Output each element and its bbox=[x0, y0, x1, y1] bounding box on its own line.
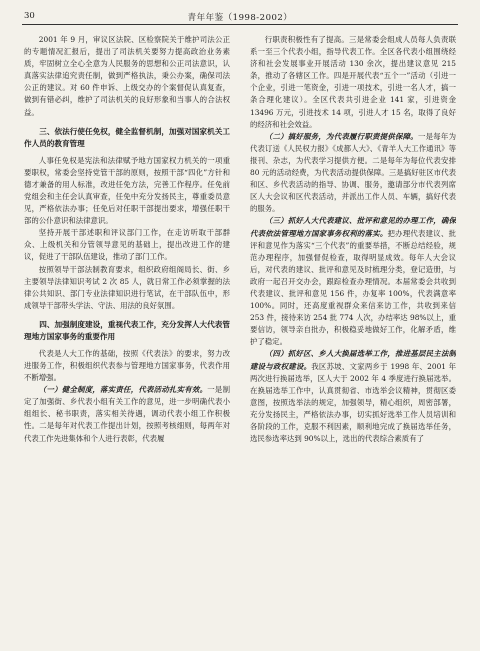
subsection-body: 我区苏坡、文家两乡于 1998 年、2001 年两次进行换届选举，区人大于 2002 年 4 季度进行换届选举。在换届选举工作中，认真贯彻省、市选举会议精神，贯彻区委意图，按照选举法的规定，加强领导，精心组织，周密部署，充分发扬民主，严格依法办事，切实抓好选举工作人员培训和各阶段的工作，克服不利因素，顺利地完成了换届选举任务，选民参选率达到 90%以上，选出的代表综合素质有了 bbox=[250, 361, 456, 444]
subsection-paragraph bbox=[250, 348, 456, 445]
paragraph: 人事任免权是宪法和法律赋予地方国家权力机关的一项重要职权，常委会坚持党管干部的原则，按照干部“四化”方针和德才兼备的用人标准，改进任免方法，完善工作程序。任免前党组会和主任会认真审查，任免中充分发扬民主，尊重委员意见，严格依法办事；任免后对任职干部提出要求，增强任职干部的公仆意识和法律意识。 bbox=[24, 155, 230, 226]
paragraph: 按照领导干部法制教育要求，组织政府组阁局长、街、乡主要领导法律知识考试 2 次 85 人，就日常工作必须掌握的法律公共知识、部门专业法律知识进行笔试，在干部队伍中，形成领导干部带头学法、守法、用法的良好氛围。 bbox=[24, 264, 230, 310]
subsection-lead: （二）搞好服务，为代表履行职责提供保障。 bbox=[264, 131, 418, 141]
subsection-paragraph bbox=[250, 215, 456, 348]
paragraph: 2001 年 9 月，审议区法院、区检察院关于维护司法公正的专题情况汇报后，提出了司法机关要努力提高政治业务素质，牢固树立全心全意为人民服务的思想和公正司法意识，认真落实法律追究责任制，做到严格执法，秉公办案，确保司法公正的建议。对 60 件申诉、上级交办的个案督促认真复查，做到有错必纠，维护了司法机关的良好形象和当事人的合法权益。 bbox=[24, 35, 230, 117]
page-number: 30 bbox=[24, 11, 35, 21]
subsection-lead: （一）健全制度，落实责任，代表活动扎实有效。 bbox=[38, 385, 208, 395]
paragraph: 代表是人大工作的基础，按照《代表法》的要求，努力改进服务工作，积极组织代表参与管理地方国家事务，代表作用不断增强。 bbox=[24, 348, 230, 383]
page-header bbox=[22, 8, 458, 25]
running-title: 青年年鉴（1998-2002） bbox=[187, 13, 293, 23]
subsection-paragraph bbox=[250, 131, 456, 216]
right-column bbox=[250, 34, 456, 640]
subsection-body: 一是每年为代表订送《人民权力报》《成都人大》、《青羊人大工作通讯》等报刊、杂志，为代表学习提供方便。二是每年为每位代表安排 80 元的活动经费，为代表活动提供保障。三是搞好驻区市代表和区、乡代表活动的指导、协调、服务，邀请部分市代表列席区人大会议和区代表活动，并派出工作人员、车辆，搞好代表的服务。 bbox=[250, 131, 456, 214]
subsection-paragraph bbox=[24, 384, 230, 444]
section-heading: 四、加强制度建设，重视代表工作，充分发挥人大代表管理地方国家事务的重要作用 bbox=[24, 319, 230, 341]
paragraph: 坚持开展干部述职和评议部门工作，在走访听取干部群众、上级机关和分管领导意见的基础上，提出改进工作的建议，促进了干部队伍建设，推动了部门工作。 bbox=[24, 228, 230, 262]
subsection-lead: （四）抓好区、乡人大换届选举工作，推进基层民主法制建设与政权建设。 bbox=[250, 349, 456, 371]
subsection-body: 把办理代表建议、批评和意见作为落实“三个代表”的重要举措，不断总结经验，规范办理程序，加强督促检查，取得明显成效。每年人大会议后，对代表的建议、批评和意见及时梳理分类，登记造册，与政府一起召开交办会，跟踪检查办理情况。本届常委会共收到代表建议、批评和意见 156 件，办复率 100%，代表满意率 100%。同时，还高度重视群众来信来访工作，共收到来信 253 件，接待来访 254 批 774 人次，办结率达 98%以上，重要信访，领导亲自批办，积极稳妥地做好工作，化解矛盾，维护了稳定。 bbox=[250, 228, 456, 347]
subsection-body: 一是制定了加强街、乡代表小组有关工作的意见，进一步明确代表小组组长、秘书职责，落实相关待遇，调动代表小组工作积极性。二是每年对代表工作提出计划，按照考核细则，每两年对代表工作先进集体和个人进行表彰，代表履 bbox=[24, 385, 230, 443]
subsection-lead: （三）抓好人大代表建议、批评和意见的办理工作，确保代表依法管理地方国家事务权利的落实。 bbox=[250, 216, 456, 238]
left-column bbox=[24, 34, 230, 640]
section-heading: 三、依法行使任免权，健全监督机制，加强对国家机关工作人员的教育管理 bbox=[24, 126, 230, 148]
paragraph: 行职责积极性有了提高。三是常委会组成人员每人负责联系一至三个代表小组，指导代表工作。全区各代表小组围绕经济和社会发展事业开展活动 130 余次，提出建议意见 215 条，推动了各辖区工作。四是开展代表“五个一”活动（引进一个企业，引进一笔资金，引进一项技术，引进一名人才，搞一条合理化建议）。全区代表共引进企业 141 家，引进资金 13496 万元，引进技术 14 项，引进人才 15 名，取得了良好的经济和社会效益。 bbox=[250, 35, 456, 129]
